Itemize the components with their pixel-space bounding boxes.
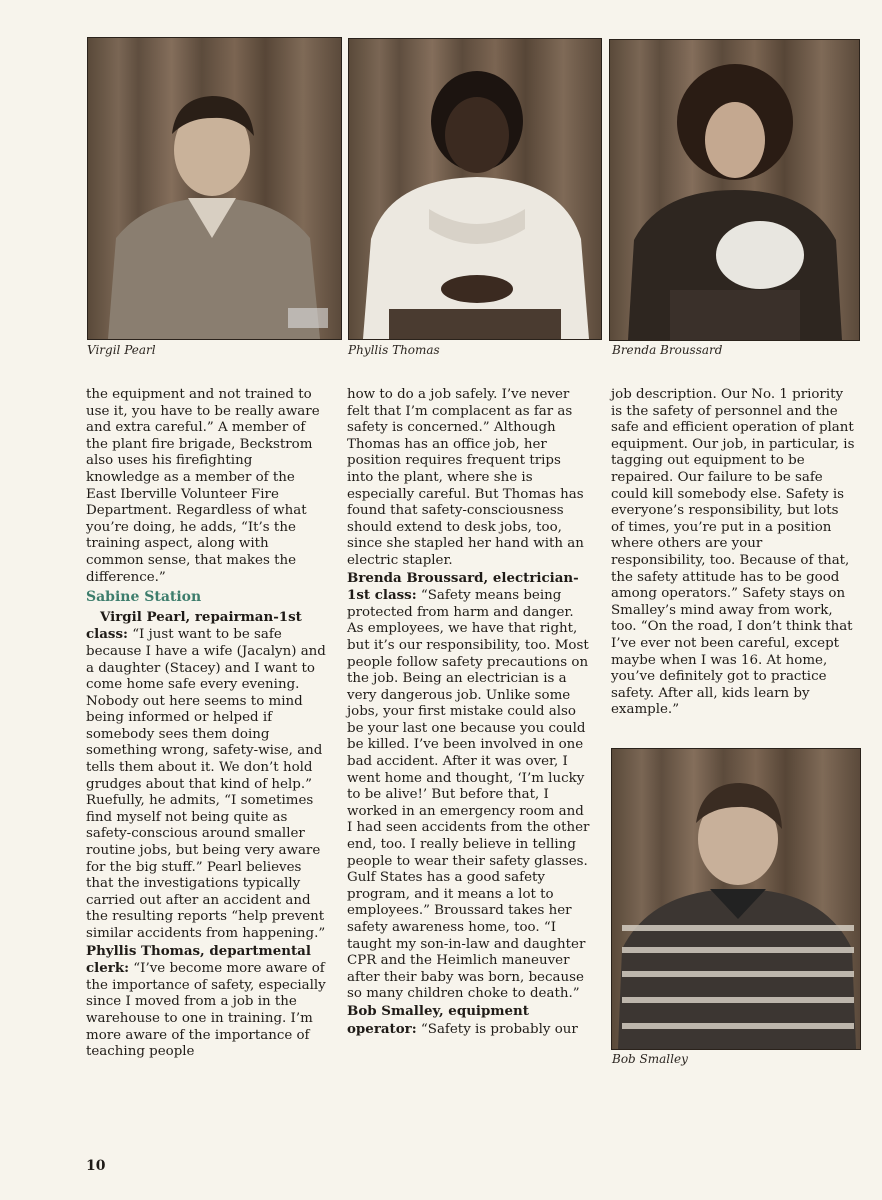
speaker-name: Bob Smalley, equipment operator: bbox=[347, 1002, 529, 1037]
section-heading-sabine-station: Sabine Station bbox=[86, 589, 202, 606]
quote-text: “Safety is probably our bbox=[416, 1021, 578, 1037]
column-1-intro: the equipment and not trained to use it, you have to be really aware and extra careful.” A member of the plant fire brigade, Beckstrom also uses his firefighting knowledge as a member of the East Iberville Volunteer Fire Department. Regardless of what you’re doing, he adds, “It’s the training aspect, along with common sense, that makes the difference.” bbox=[86, 387, 320, 585]
column-2-intro: how to do a job safely. I’ve never felt that I’m complacent as far as safety is concerned.” Although Thomas has an office job, her position requires frequent trips into the plant, where she is especially careful. But Thomas has found that safety-consciousness should extend to desk jobs, too, since she stapled her hand with an electric stapler. bbox=[347, 387, 584, 568]
photo-bob-smalley bbox=[611, 748, 861, 1050]
caption-phyllis-thomas: Phyllis Thomas bbox=[348, 343, 440, 357]
photo-brenda-broussard bbox=[609, 39, 860, 341]
speaker-name: Phyllis Thomas, departmental clerk: bbox=[86, 942, 311, 977]
page-number: 10 bbox=[86, 1158, 106, 1174]
caption-brenda-broussard: Brenda Broussard bbox=[612, 343, 723, 357]
paragraph-phyllis-thomas bbox=[86, 943, 326, 1061]
portrait-figure bbox=[612, 749, 860, 1049]
column-3-text: job description. Our No. 1 priority is the safety of personnel and the safe and efficient operation of plant equipment. Our job, in particular, is tagging out equipment to be repaired. Our failure to be safe could kill somebody else. Safety is everyone’s responsibility, but lots of times, you’re put in a position where others are your responsibility, too. Because of that, the safety attitude has to be good among operators.” Safety stays on Smalley’s mind away from work, too. “On the road, I don’t think that I’ve ever not been careful, except maybe when I was 16. At home, you’ve definitely got to practice safety. After all, kids learn by example.” bbox=[611, 387, 855, 718]
article-column-2 bbox=[347, 387, 591, 1038]
speaker-name: Brenda Broussard, electrician-1st class: bbox=[347, 569, 579, 604]
paragraph-virgil-pearl bbox=[86, 609, 326, 943]
article-column-3 bbox=[611, 387, 855, 719]
portrait-figure bbox=[610, 40, 859, 340]
portrait-figure bbox=[88, 38, 341, 339]
speaker-name: Virgil Pearl, repairman-1st class: bbox=[86, 608, 302, 643]
quote-text: “I just want to be safe because I have a wife (Jacalyn) and a daughter (Stacey) and I want to come home safe every evening. Nobody out here seems to mind being informed or helped if somebody sees them doing something wrong, safety-wise, and tells them about it. We don’t hold grudges about that kind of help.” Ruefully, he admits, “I sometimes find myself not being quite as safety-conscious around smaller routine jobs, but being very aware for the big stuff.” Pearl believes that the investigations typically carried out after an accident and the resulting reports “help prevent similar accidents from happening.” bbox=[86, 627, 326, 941]
photo-virgil-pearl bbox=[87, 37, 342, 340]
paragraph-bob-smalley bbox=[347, 1003, 591, 1038]
quote-text: “Safety means being protected from harm and danger. As employees, we have that right, but it’s our responsibility, too. Most people follow safety precautions on the job. Being an electrician is a very dangerous job. Unlike some jobs, your first mistake could also be your last one because you could be killed. I’ve been involved in one bad accident. After it was over, I went home and thought, ‘I’m lucky to be alive!’ But before that, I worked in an emergency room and I had seen accidents from the other end, too. I really believe in telling people to wear their safety glasses. Gulf States has a good safety program, and it means a lot to employees.” Broussard takes her safety awareness home, too. “I taught my son-in-law and daughter CPR and the Heimlich maneuver after their baby was born, because so many children choke to death.” bbox=[347, 588, 590, 1002]
photo-phyllis-thomas bbox=[348, 38, 602, 340]
portrait-figure bbox=[349, 39, 601, 339]
caption-bob-smalley: Bob Smalley bbox=[612, 1052, 688, 1066]
paragraph-brenda-broussard bbox=[347, 570, 591, 1003]
quote-text: “I’ve become more aware of the importance of safety, especially since I moved from a job in the warehouse to one in training. I’m more aware of the importance of teaching people bbox=[86, 961, 326, 1060]
caption-virgil-pearl: Virgil Pearl bbox=[87, 343, 156, 357]
article-column-1 bbox=[86, 387, 326, 1061]
